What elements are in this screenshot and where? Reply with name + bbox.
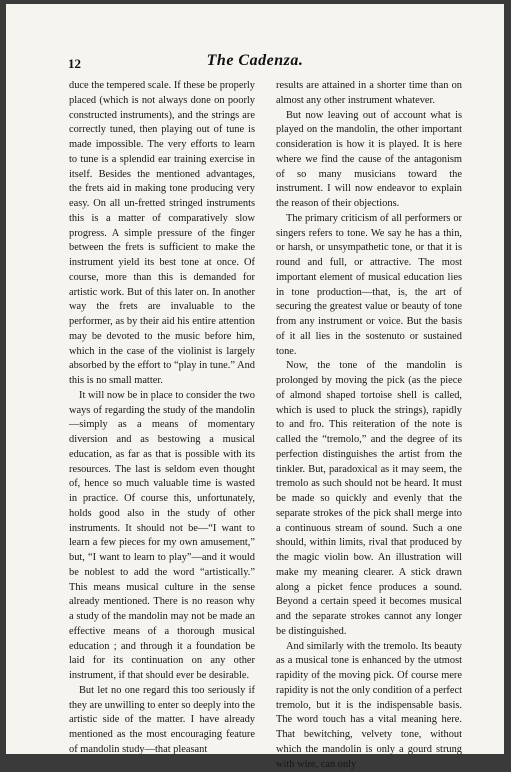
left-column xyxy=(69,79,255,758)
paragraph: duce the tempered scale. If these be properly placed (which is not always done on poorly constructed instruments), and the strings are correctly tuned, then playing out of tune is made impossible. The very efforts to learn to tune is a splendid ear training exercise in itself. Besides the mentioned advantages, the frets aid in making tone producing very easy. On all un-fretted stringed instruments this is a matter of comparatively slow progress. A simple pressure of the finger between the frets is sufficient to make the instrument yield its best tone at once. Of course, more than this is demanded for artistic work. But of this later on. In another way the frets are invaluable to the performer, as by their aid his entire attention may be devoted to the music before him, which in the case of the violinist is largely absorbed by the effort to “play in tune.” And this is no small matter. xyxy=(69,79,255,389)
paragraph: Now, the tone of the mandolin is prolonged by moving the pick (as the piece of almond shaped tortoise shell is called, which is used to pluck the strings), rapidly to and fro. This reiteration of the note is called the “tremolo,” and the degree of its perfection distinguishes the artist from the tinkler. But, paradoxical as it may seem, the tremolo as such should not be heard. It must be made so quickly and evenly that the separate strokes of the pick shall merge into a continuous stream of sound. Such a one should, within limits, rival that produced by the magic violin bow. An illustration will make my meaning clearer. A stick drawn along a picket fence produces a sound. Beyond a certain speed it becomes musical and the separate strokes cannot any longer be distinguished. xyxy=(276,359,462,639)
right-column xyxy=(276,79,462,772)
paragraph: But let no one regard this too seriously if they are unwilling to enter so deeply into the artistic side of the matter. I have already mentioned as the most encouraging feature of mandolin study—that pleasant xyxy=(69,684,255,758)
paragraph: It will now be in place to consider the two ways of regarding the study of the mandolin—simply as a means of momentary diversion and as bestowing a musical education, as far as that is possible with its resources. The last is seldom even thought of, hence so much valuable time is wasted in practice. Of course this, unfortunately, holds good also in the study of other instruments. It should not be—“I want to learn a few pieces for my own amusement,” but, “I want to learn to play”—and it would be noblest to add the word “artistically.” This means musical culture in the sense already mentioned. There is no reason why a study of the mandolin may not be made an effective means of a thorough musical education ; and through it a foundation be laid for its continuation on any other instrument, if that should ever be desirable. xyxy=(69,389,255,684)
page-number: 12 xyxy=(68,56,81,72)
paragraph: And similarly with the tremolo. Its beauty as a musical tone is enhanced by the utmost rapidity of the moving pick. Of course mere rapidity is not the only condition of a perfect tremolo, but it is the indispensable basis. The word touch has a vital meaning here. That bewitching, velvety tone, without which the mandolin is only a gourd strung with wire, can only xyxy=(276,640,462,772)
magazine-page xyxy=(6,4,504,754)
paragraph: But now leaving out of account what is played on the mandolin, the other important consideration is how it is played. It is here where we find the cause of the antagonism of so many musicians toward the instrument. I will now endeavor to explain the reason of their objections. xyxy=(276,109,462,212)
journal-title: The Cadenza. xyxy=(6,52,504,70)
page-header xyxy=(6,42,504,66)
paragraph: The primary criticism of all performers or singers refers to tone. We say he has a thin, or harsh, or unsympathetic tone, or that it is round and full, or attractive. The most important element of musical education lies in tone production—that, is, the art of securing the greatest value or beauty of tone from any instrument or voice. But the basis of it all lies in the sostenuto or sustained tone. xyxy=(276,212,462,360)
paragraph: results are attained in a shorter time than on almost any other instrument whatever. xyxy=(276,79,462,109)
